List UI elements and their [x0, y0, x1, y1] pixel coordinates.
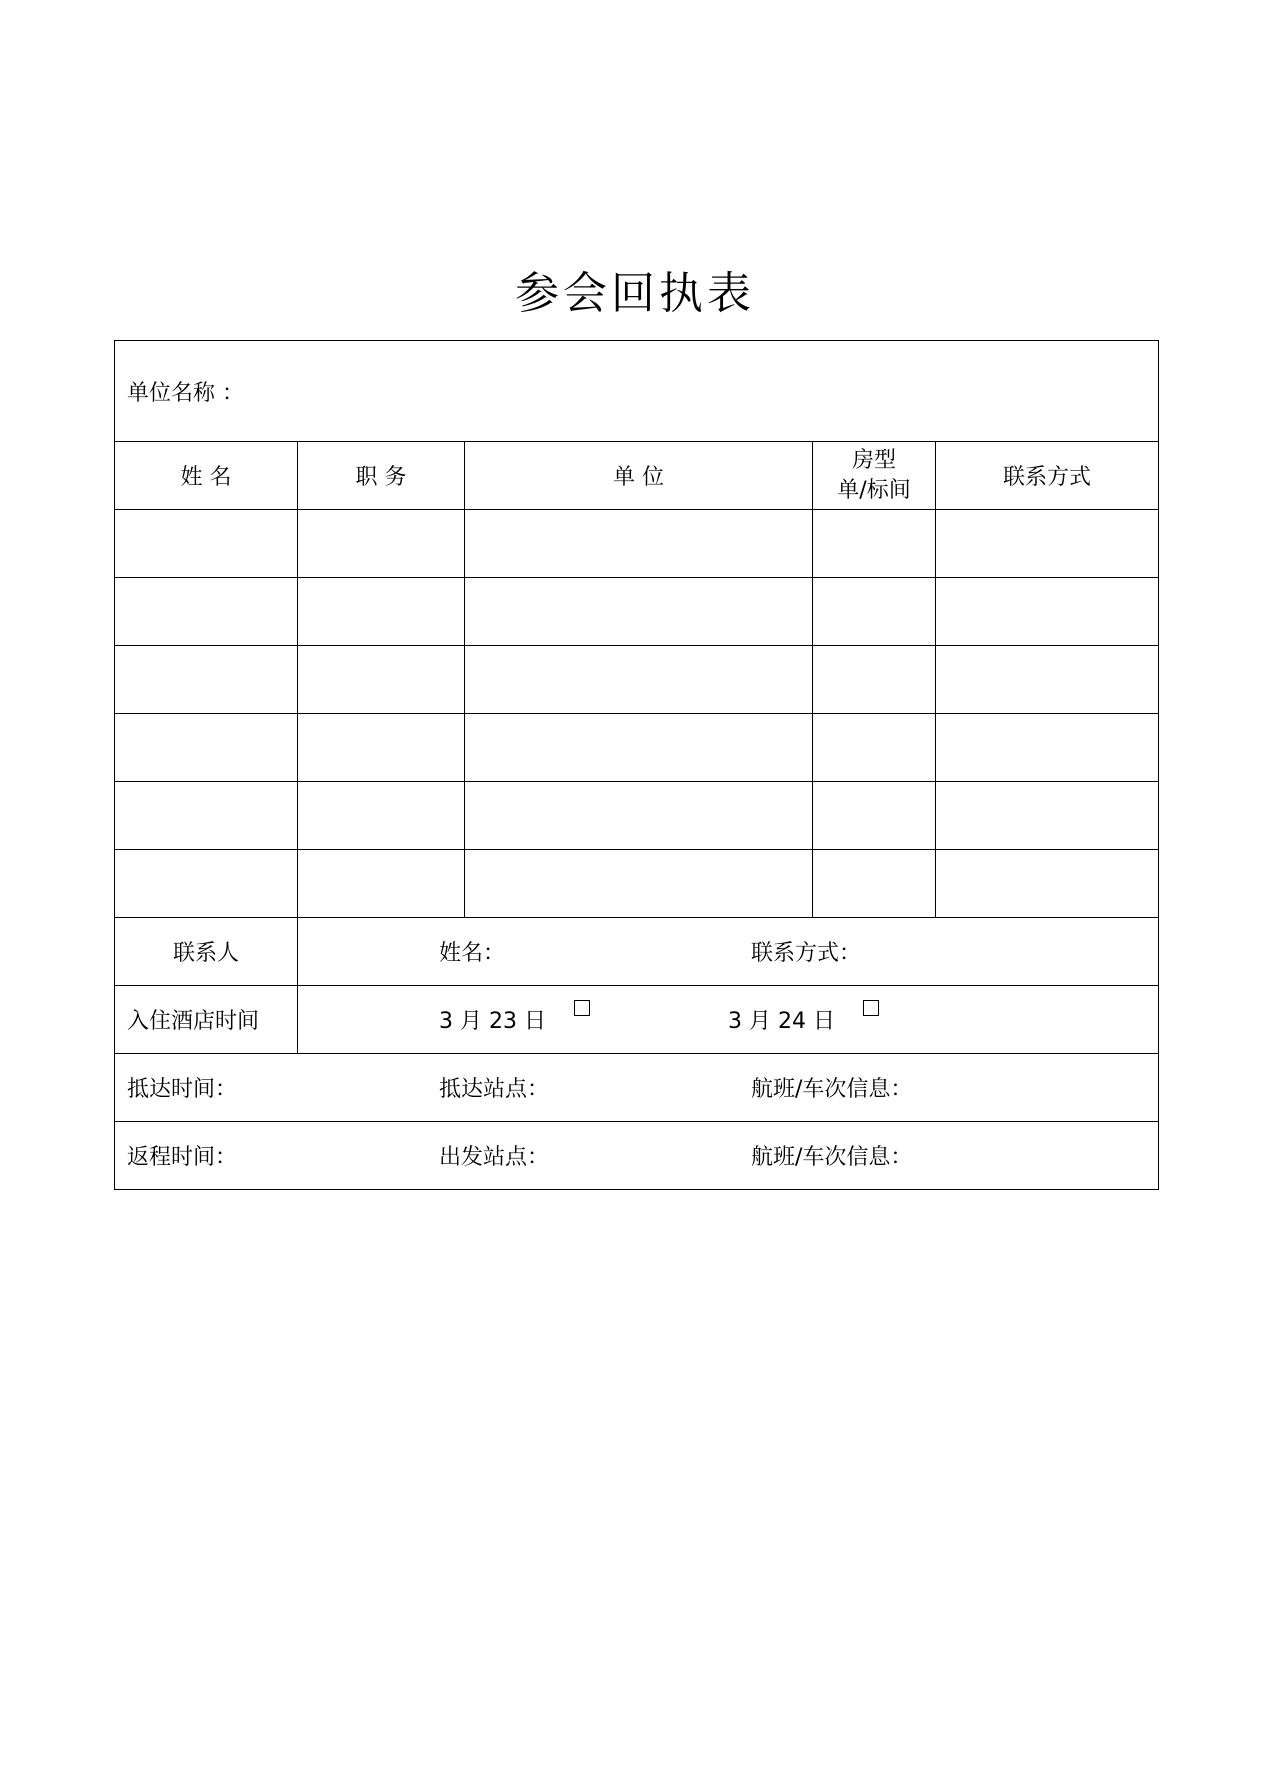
unit-cell[interactable]: [465, 510, 813, 578]
contact-cell[interactable]: [936, 578, 1159, 646]
name-cell[interactable]: [115, 850, 298, 918]
header-name: 姓 名: [115, 442, 298, 510]
checkin-option-date2[interactable]: [728, 1004, 879, 1035]
unit-cell[interactable]: [465, 714, 813, 782]
name-cell[interactable]: [115, 714, 298, 782]
contact-cell[interactable]: [936, 646, 1159, 714]
contact-cell[interactable]: [936, 850, 1159, 918]
arrival-station-label: 抵达站点：: [439, 1077, 550, 1102]
contact-person-contact-field[interactable]: [751, 936, 861, 967]
contact-person-label-cell: [115, 918, 298, 986]
checkin-options: [298, 986, 1159, 1054]
unit-name-row: [115, 341, 1159, 442]
return-time-label: 返程时间：: [127, 1145, 238, 1170]
position-cell[interactable]: [298, 510, 465, 578]
checkin-label: 入住酒店时间: [127, 1009, 260, 1034]
arrival-row: [115, 1054, 1159, 1122]
table-row: [115, 578, 1159, 646]
return-flight-field[interactable]: [751, 1140, 912, 1171]
arrival-flight-field[interactable]: [751, 1072, 912, 1103]
room-type-cell[interactable]: [813, 578, 936, 646]
checkin-date2-label: 3 月 24 日: [727, 1009, 835, 1034]
arrival-time-label: 抵达时间：: [127, 1077, 238, 1102]
return-fields: [115, 1122, 1159, 1190]
table-row: [115, 782, 1159, 850]
contact-person-name-label: 姓名：: [439, 941, 506, 966]
checkin-date1-label: 3 月 23 日: [439, 1009, 546, 1034]
header-position: 职 务: [298, 442, 465, 510]
room-type-cell[interactable]: [813, 646, 936, 714]
header-room-type: 房型 单/标间: [813, 442, 936, 510]
position-cell[interactable]: [298, 578, 465, 646]
header-unit: 单 位: [465, 442, 813, 510]
contact-person-name-field[interactable]: [439, 936, 505, 967]
contact-cell[interactable]: [936, 510, 1159, 578]
name-cell[interactable]: [115, 646, 298, 714]
contact-cell[interactable]: [936, 782, 1159, 850]
position-cell[interactable]: [298, 782, 465, 850]
contact-person-row: [115, 918, 1159, 986]
unit-cell[interactable]: [465, 782, 813, 850]
position-cell[interactable]: [298, 646, 465, 714]
name-cell[interactable]: [115, 578, 298, 646]
arrival-fields: [115, 1054, 1159, 1122]
table-row: [115, 646, 1159, 714]
registration-form-table: [114, 340, 1159, 1190]
contact-cell[interactable]: [936, 714, 1159, 782]
contact-person-label: 联系人: [172, 941, 239, 966]
return-station-field[interactable]: [439, 1140, 751, 1171]
name-cell[interactable]: [115, 782, 298, 850]
table-row: [115, 850, 1159, 918]
arrival-station-field[interactable]: [439, 1072, 751, 1103]
arrival-flight-label: 航班/车次信息：: [751, 1077, 913, 1102]
return-time-field[interactable]: [127, 1140, 439, 1171]
arrival-time-field[interactable]: [127, 1072, 439, 1103]
contact-person-fields: [298, 918, 1159, 986]
unit-cell[interactable]: [465, 578, 813, 646]
position-cell[interactable]: [298, 850, 465, 918]
page-title: 参会回执表: [515, 268, 755, 319]
room-type-cell[interactable]: [813, 782, 936, 850]
return-flight-label: 航班/车次信息：: [751, 1145, 913, 1170]
position-cell[interactable]: [298, 714, 465, 782]
table-row: [115, 714, 1159, 782]
checkin-date2-checkbox[interactable]: [863, 1000, 879, 1016]
checkin-label-cell: [115, 986, 298, 1054]
room-type-cell[interactable]: [813, 510, 936, 578]
checkin-row: [115, 986, 1159, 1054]
room-type-cell[interactable]: [813, 850, 936, 918]
return-row: [115, 1122, 1159, 1190]
unit-name-label: 单位名称 ：: [127, 380, 244, 406]
unit-cell[interactable]: [465, 646, 813, 714]
room-type-cell[interactable]: [813, 714, 936, 782]
header-row: [115, 442, 1159, 510]
checkin-date1-checkbox[interactable]: [574, 1000, 590, 1016]
unit-cell[interactable]: [465, 850, 813, 918]
unit-name-field[interactable]: [115, 341, 1159, 442]
contact-person-contact-label: 联系方式：: [751, 941, 862, 966]
name-cell[interactable]: [115, 510, 298, 578]
table-row: [115, 510, 1159, 578]
header-contact: 联系方式: [936, 442, 1159, 510]
checkin-option-date1[interactable]: [439, 1004, 590, 1035]
return-station-label: 出发站点：: [439, 1145, 550, 1170]
